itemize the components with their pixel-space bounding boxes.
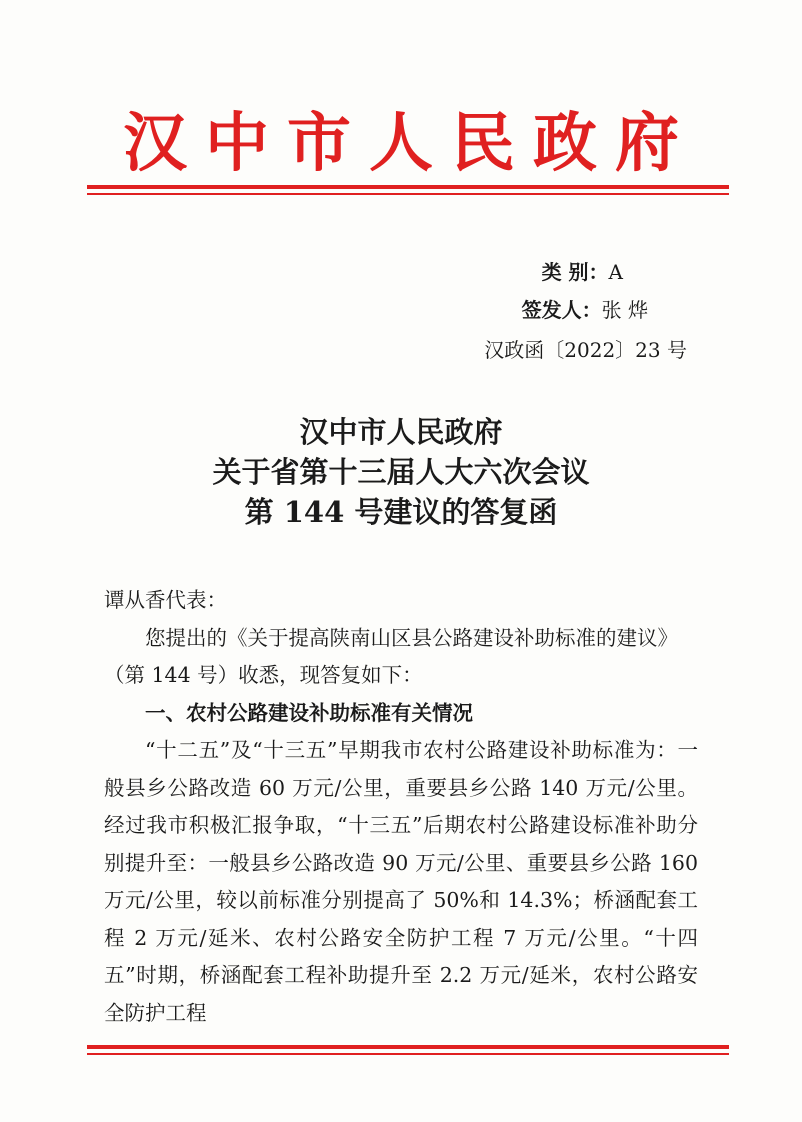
signer-value: 张 烨 xyxy=(601,298,648,322)
signer-line xyxy=(522,296,648,324)
title-line-3: 第 144 号建议的答复函 xyxy=(244,495,558,529)
title-line-1: 汉中市人民政府 xyxy=(299,415,503,449)
letterhead-rule-thin xyxy=(87,193,729,195)
category-value: A xyxy=(608,260,623,284)
footer-rule-thin xyxy=(87,1053,729,1055)
salutation: 谭从香代表： xyxy=(104,588,227,612)
letterhead-rule-thick xyxy=(87,185,729,189)
intro-paragraph-line1: 您提出的《关于提高陕南山区县公路建设补助标准的建议》 xyxy=(145,625,678,650)
letterhead-title: 汉中市人民政府 xyxy=(123,106,697,181)
signer-label: 签发人： xyxy=(521,298,602,322)
document-number: 汉政函〔2022〕23 号 xyxy=(484,338,687,362)
section-heading: 一、农村公路建设补助标准有关情况 xyxy=(145,700,473,725)
category-label: 类 别： xyxy=(541,260,609,284)
category-line xyxy=(542,258,623,286)
section-paragraph: “十二五”及“十三五”早期我市农村公路建设补助标准为：一般县乡公路改造 60 万元/公里，重要县乡公路 140 万元/公里。经过我市积极汇报争取，“十三五”后期农村公路建设标准补助分别提升至：一般县乡公路改造 90 万元/公里、重要县乡公路 160 万元/公里，较以前标准分别提高了 50%和 14.3%；桥涵配套工程 2 万元/延米、农村公路安全防护工程 7 万元/公里。“十四五”时期，桥涵配套工程补助提升至 2.2 万元/延米，农村公路安全防护工程 xyxy=(104,738,698,1025)
title-line-2: 关于省第十三届人大六次会议 xyxy=(212,455,590,489)
footer-rule-thick xyxy=(87,1045,729,1049)
document-body xyxy=(104,582,698,1032)
intro-paragraph-line2: （第 144 号）收悉，现答复如下： xyxy=(104,663,423,687)
document-title xyxy=(0,412,802,532)
